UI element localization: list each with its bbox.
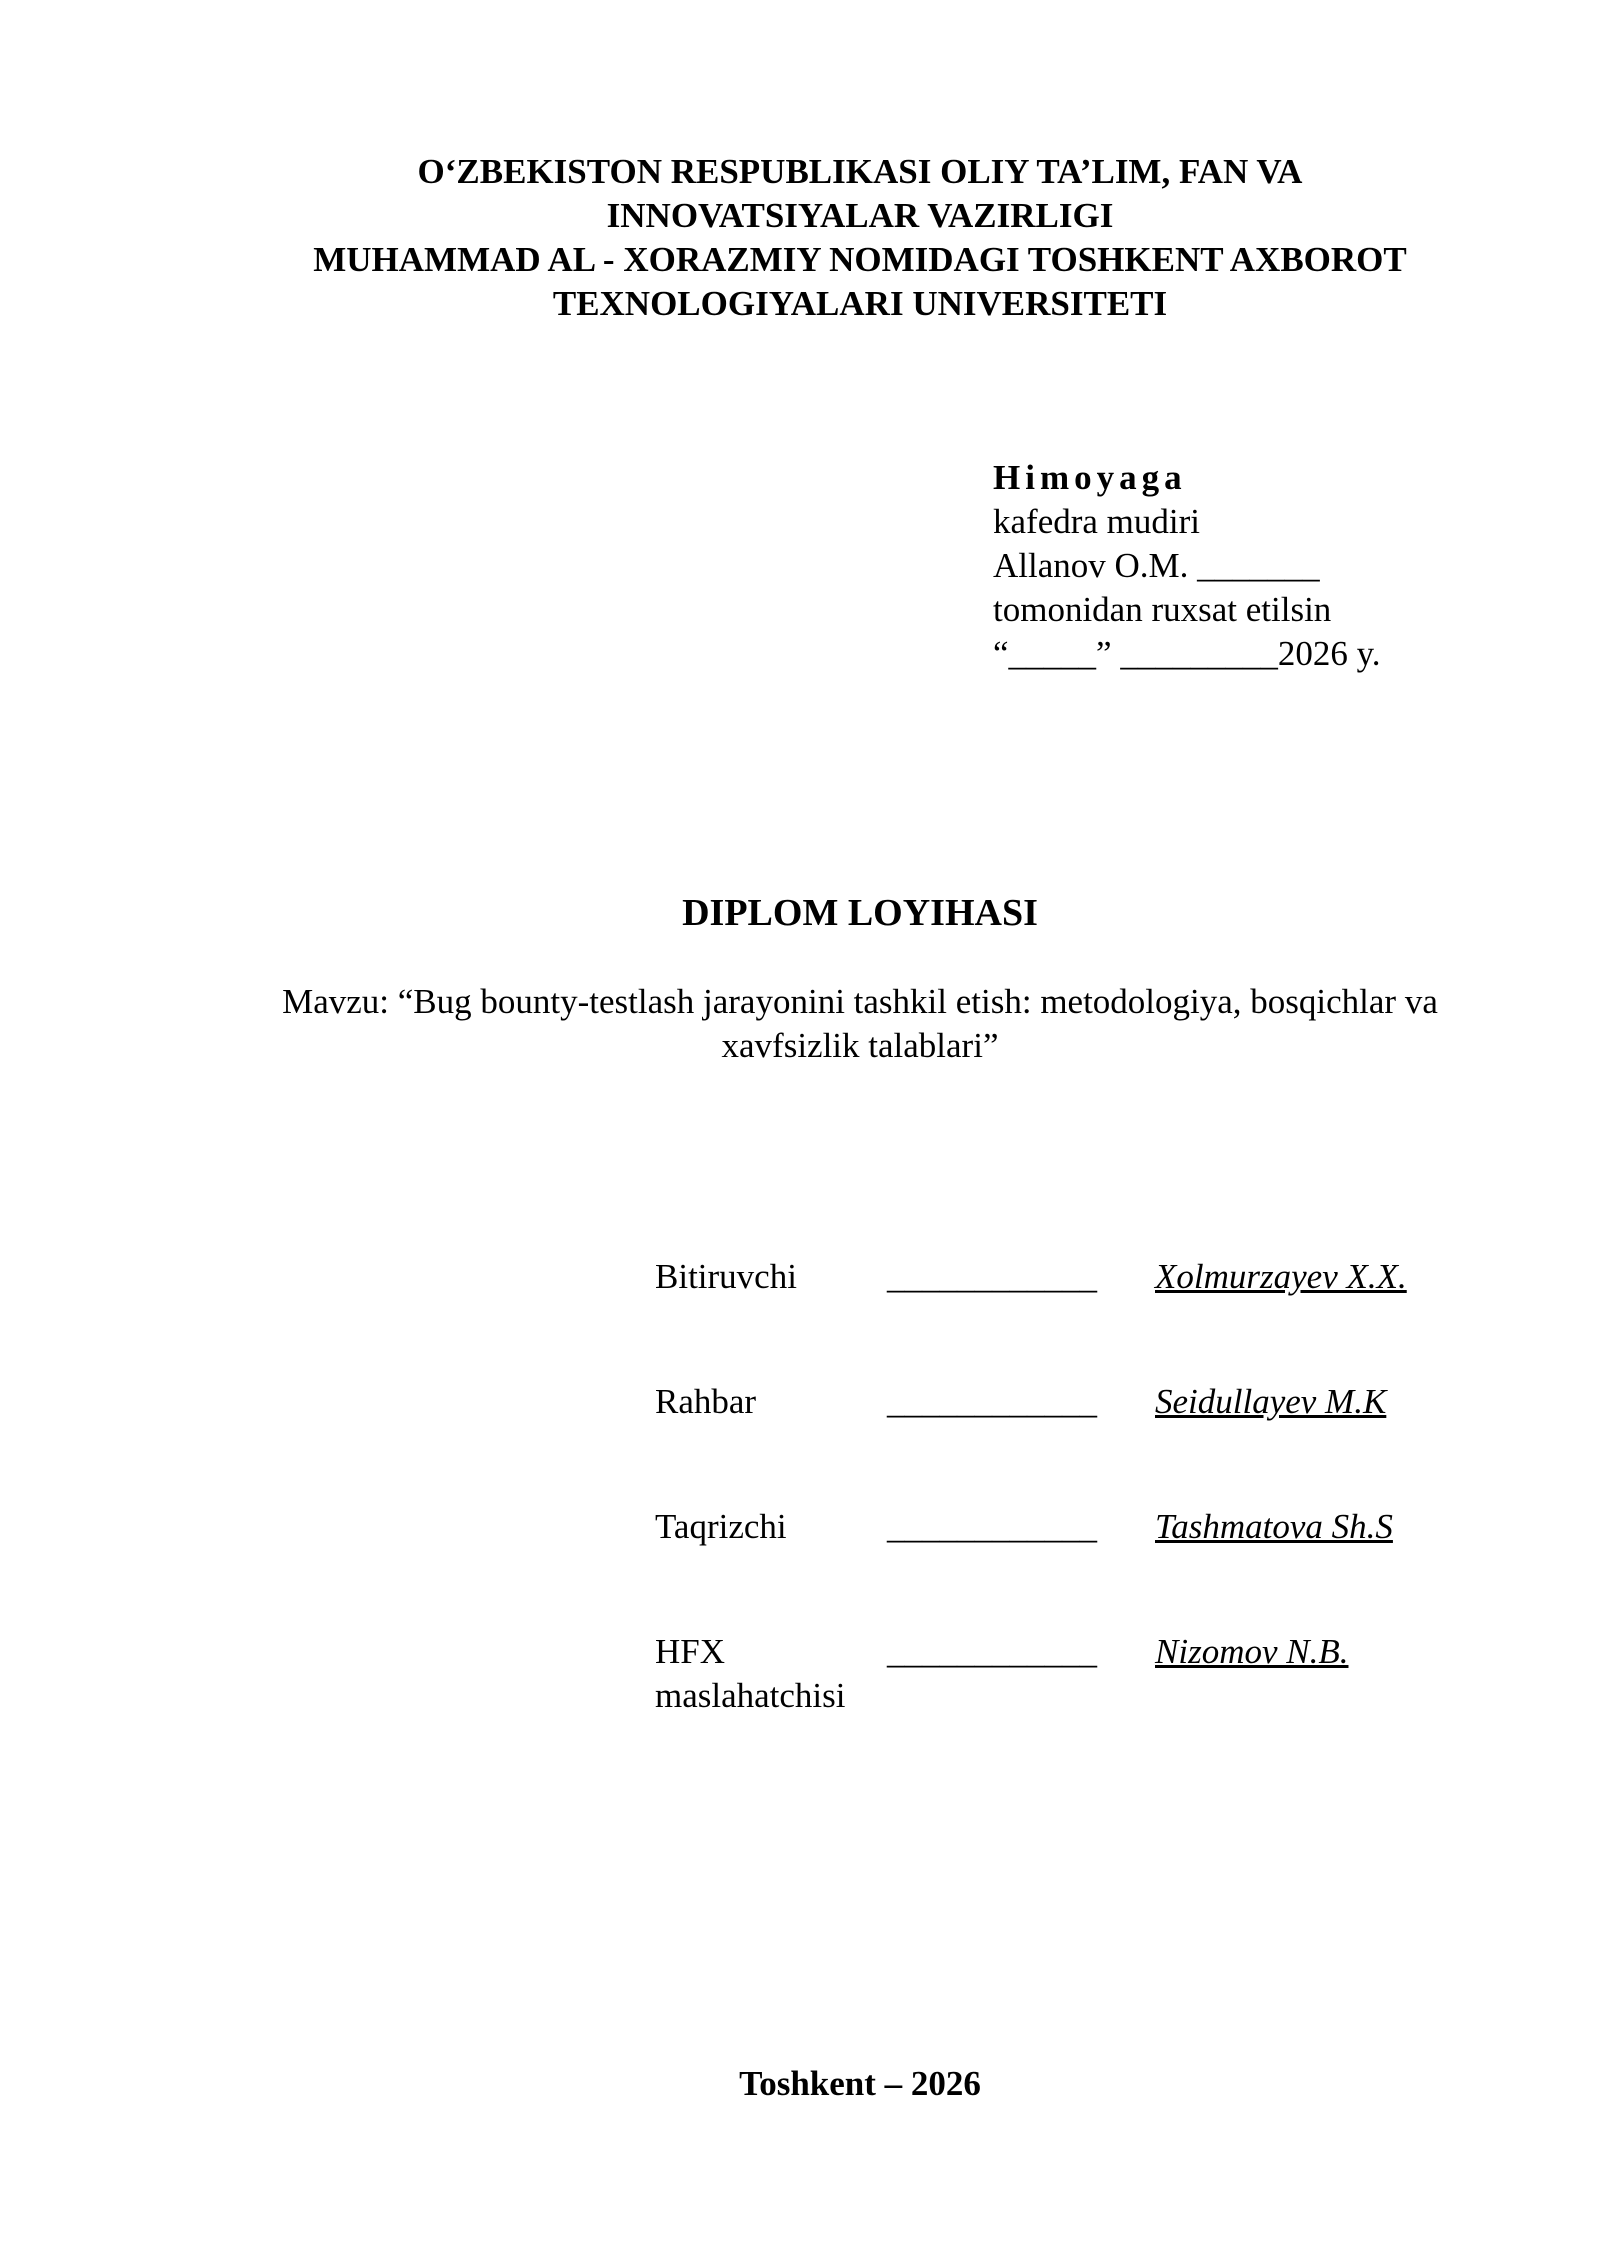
signature-blank: ____________ [887,1507,1097,1546]
signature-role-line-1: Rahbar [655,1382,757,1421]
approval-line-3: tomonidan ruxsat etilsin [993,590,1332,629]
signature-person: Nizomov N.B. [1155,1632,1349,1671]
header-line-3: MUHAMMAD AL - XORAZMIY NOMIDAGI TOSHKENT AXBOROT [313,240,1407,279]
signature-role [655,1630,885,1718]
ministry-university-header [200,150,1520,326]
place-year-footer: Toshkent – 2026 [739,2064,981,2103]
document-topic: Mavzu: “Bug bounty-testlash jarayonini tashkil etish: metodologiya, bosqichlar va xavfsizlik talablari” [282,982,1438,1065]
signature-role [655,1505,885,1549]
approval-line-1: kafedra mudiri [993,502,1200,541]
document-title: DIPLOM LOYIHASI [682,892,1038,934]
header-line-2: INNOVATSIYALAR VAZIRLIGI [606,196,1114,235]
signature-blank: ____________ [887,1257,1097,1296]
signature-person: Seidullayev M.K [1155,1382,1387,1421]
approval-line-4: “_____” _________2026 y. [993,634,1381,673]
signature-role-line-1: Taqrizchi [655,1507,787,1546]
approval-heading: Himoyaga [993,458,1187,497]
signature-role-line-1: Bitiruvchi [655,1257,797,1296]
signature-role-line-2: maslahatchisi [655,1676,846,1715]
approval-line-2: Allanov O.M. _______ [993,546,1320,585]
signature-person: Tashmatova Sh.S [1155,1507,1393,1546]
header-line-4: TEXNOLOGIYALARI UNIVERSITETI [552,284,1168,323]
signature-role [655,1255,885,1299]
approval-block [993,456,1381,676]
signature-person: Xolmurzayev X.X. [1155,1257,1407,1296]
signature-blank: ____________ [887,1382,1097,1421]
signature-role [655,1380,885,1424]
signature-blank: ____________ [887,1632,1097,1671]
header-line-1: O‘ZBEKISTON RESPUBLIKASI OLIY TA’LIM, FAN VA [417,152,1303,191]
signature-role-line-1: HFX [655,1632,726,1671]
